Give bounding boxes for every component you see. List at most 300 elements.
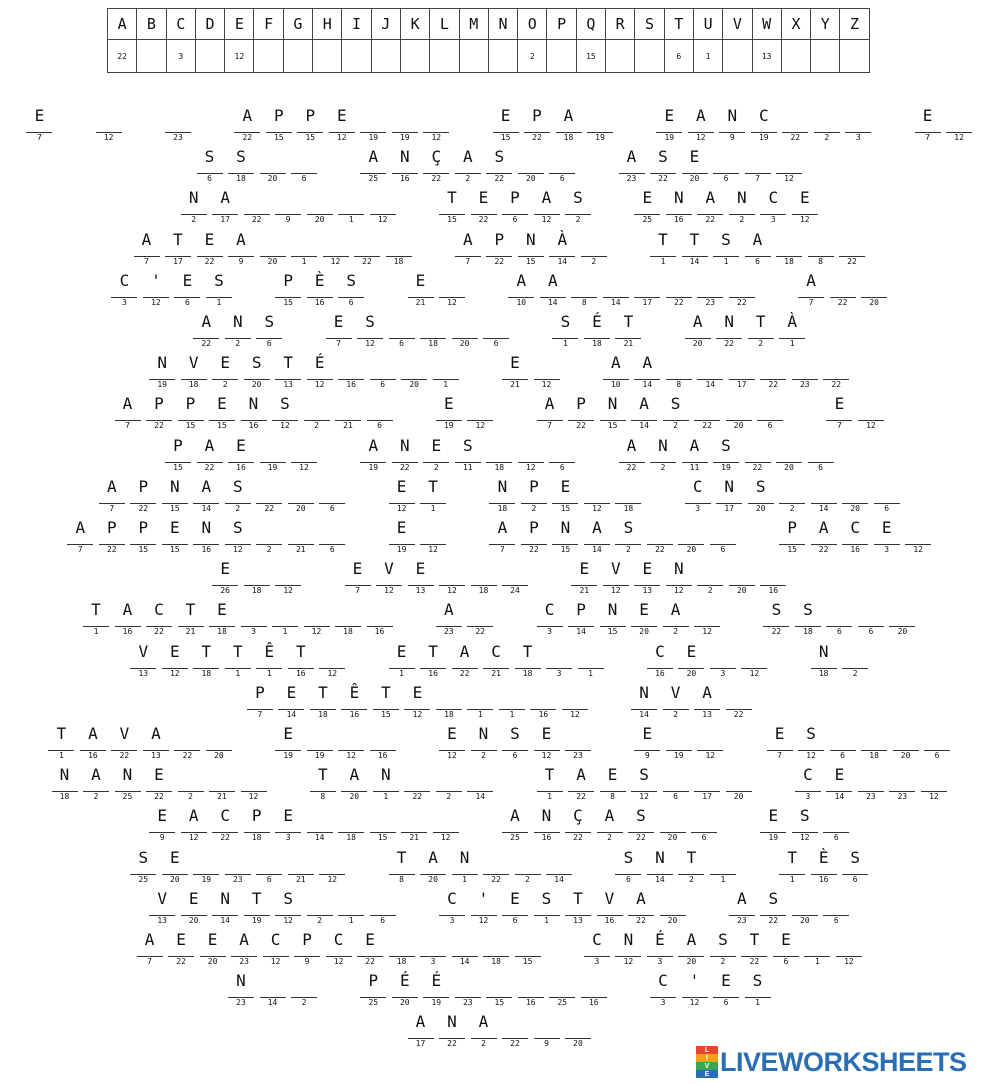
cipher-blank[interactable] <box>676 849 706 889</box>
cipher-blank[interactable] <box>418 313 448 353</box>
cipher-blank[interactable] <box>582 931 612 971</box>
cipher-blank[interactable] <box>431 354 461 394</box>
cipher-blank[interactable] <box>453 148 483 188</box>
cipher-blank[interactable] <box>305 272 335 312</box>
cipher-blank[interactable] <box>595 807 625 847</box>
cipher-blank[interactable] <box>727 272 757 312</box>
cipher-blank[interactable] <box>777 478 807 518</box>
cipher-blank[interactable] <box>258 437 288 477</box>
cipher-blank[interactable] <box>891 725 921 765</box>
cipher-blank[interactable] <box>497 684 527 724</box>
cipher-blank[interactable] <box>617 437 647 477</box>
cipher-blank[interactable] <box>254 519 284 559</box>
cipher-blank[interactable] <box>743 231 773 271</box>
cipher-blank[interactable] <box>434 601 464 641</box>
cipher-blank[interactable] <box>469 189 499 229</box>
cipher-blank[interactable] <box>802 931 832 971</box>
cipher-blank[interactable] <box>683 478 713 518</box>
cipher-blank[interactable] <box>226 231 256 271</box>
cipher-blank[interactable] <box>210 354 240 394</box>
cipher-blank[interactable] <box>450 313 480 353</box>
cipher-blank[interactable] <box>598 766 628 806</box>
cipher-blank[interactable] <box>239 601 269 641</box>
cipher-blank[interactable] <box>790 807 820 847</box>
cipher-blank[interactable] <box>550 313 580 353</box>
cipher-blank[interactable] <box>358 107 388 147</box>
cipher-blank[interactable] <box>758 560 788 600</box>
cipher-blank[interactable] <box>516 437 546 477</box>
cipher-blank[interactable] <box>790 354 820 394</box>
cipher-blank[interactable] <box>680 437 710 477</box>
cipher-blank[interactable] <box>922 725 952 765</box>
cipher-blank[interactable] <box>749 107 779 147</box>
cipher-blank[interactable] <box>308 684 338 724</box>
cipher-blank[interactable] <box>147 807 177 847</box>
cipher-blank[interactable] <box>535 601 565 641</box>
cipher-blank[interactable] <box>645 849 675 889</box>
cipher-blank[interactable] <box>289 437 319 477</box>
cipher-blank[interactable] <box>453 972 483 1012</box>
cipher-blank[interactable] <box>207 601 237 641</box>
cipher-blank[interactable] <box>135 931 165 971</box>
cipher-blank[interactable] <box>809 643 839 683</box>
cipher-blank[interactable] <box>374 560 404 600</box>
cipher-blank[interactable] <box>402 684 432 724</box>
cipher-blank[interactable] <box>179 890 209 930</box>
cipher-blank[interactable] <box>317 478 347 518</box>
cipher-blank[interactable] <box>632 189 662 229</box>
cipher-blank[interactable] <box>97 519 127 559</box>
cipher-blank[interactable] <box>856 766 886 806</box>
cipher-blank[interactable] <box>821 354 851 394</box>
cipher-blank[interactable] <box>645 931 675 971</box>
cipher-blank[interactable] <box>487 519 517 559</box>
cipher-blank[interactable] <box>286 519 316 559</box>
cipher-blank[interactable] <box>273 354 303 394</box>
cipher-blank[interactable] <box>210 560 240 600</box>
cipher-blank[interactable] <box>532 1013 562 1053</box>
cipher-blank[interactable] <box>793 601 823 641</box>
cipher-blank[interactable] <box>160 519 190 559</box>
cipher-blank[interactable] <box>692 395 722 435</box>
cipher-blank[interactable] <box>368 725 398 765</box>
cipher-blank[interactable] <box>598 601 628 641</box>
cipher-blank[interactable] <box>695 272 725 312</box>
cipher-blank[interactable] <box>840 849 870 889</box>
cipher-blank[interactable] <box>563 1013 593 1053</box>
cipher-blank[interactable] <box>755 395 785 435</box>
cipher-blank[interactable] <box>582 313 612 353</box>
cipher-blank[interactable] <box>453 437 483 477</box>
cipher-blank[interactable] <box>437 1013 467 1053</box>
cipher-blank[interactable] <box>828 272 858 312</box>
cipher-blank[interactable] <box>132 231 162 271</box>
cipher-blank[interactable] <box>465 684 495 724</box>
cipher-blank[interactable] <box>566 766 596 806</box>
cipher-blank[interactable] <box>113 766 143 806</box>
cipher-blank[interactable] <box>632 272 662 312</box>
cipher-blank[interactable] <box>582 478 612 518</box>
cipher-blank[interactable] <box>179 807 209 847</box>
cipher-blank[interactable] <box>481 643 511 683</box>
cipher-blank[interactable] <box>195 148 225 188</box>
cipher-blank[interactable] <box>664 272 694 312</box>
cipher-blank[interactable] <box>840 643 870 683</box>
cipher-blank[interactable] <box>626 890 656 930</box>
cipher-blank[interactable] <box>658 807 688 847</box>
cipher-blank[interactable] <box>226 148 256 188</box>
cipher-blank[interactable] <box>913 107 943 147</box>
cipher-blank[interactable] <box>554 107 584 147</box>
cipher-blank[interactable] <box>613 478 643 518</box>
cipher-blank[interactable] <box>516 231 546 271</box>
cipher-blank[interactable] <box>324 313 354 353</box>
cipher-blank[interactable] <box>601 560 631 600</box>
cipher-blank[interactable] <box>78 725 108 765</box>
cipher-blank[interactable] <box>295 107 325 147</box>
cipher-blank[interactable] <box>777 519 807 559</box>
cipher-blank[interactable] <box>437 890 467 930</box>
cipher-blank[interactable] <box>390 972 420 1012</box>
cipher-blank[interactable] <box>465 395 495 435</box>
cipher-blank[interactable] <box>176 601 206 641</box>
cipher-blank[interactable] <box>837 231 867 271</box>
cipher-blank[interactable] <box>453 231 483 271</box>
cipher-blank[interactable] <box>144 395 174 435</box>
cipher-blank[interactable] <box>661 766 691 806</box>
cipher-blank[interactable] <box>147 354 177 394</box>
cipher-blank[interactable] <box>163 231 193 271</box>
cipher-blank[interactable] <box>191 849 221 889</box>
cipher-blank[interactable] <box>535 395 565 435</box>
cipher-blank[interactable] <box>365 601 395 641</box>
cipher-blank[interactable] <box>339 766 369 806</box>
cipher-blank[interactable] <box>560 684 590 724</box>
cipher-blank[interactable] <box>664 560 694 600</box>
cipher-blank[interactable] <box>717 107 747 147</box>
cipher-blank[interactable] <box>465 766 495 806</box>
cipher-blank[interactable] <box>242 890 272 930</box>
cipher-blank[interactable] <box>648 231 678 271</box>
cipher-blank[interactable] <box>481 313 511 353</box>
cipher-blank[interactable] <box>859 272 889 312</box>
cipher-blank[interactable] <box>708 643 738 683</box>
cipher-blank[interactable] <box>774 231 804 271</box>
cipher-blank[interactable] <box>761 601 791 641</box>
cipher-blank[interactable] <box>270 601 300 641</box>
cipher-blank[interactable] <box>368 807 398 847</box>
cipher-blank[interactable] <box>727 560 757 600</box>
cipher-blank[interactable] <box>465 601 495 641</box>
cipher-blank[interactable] <box>273 807 303 847</box>
cipher-blank[interactable] <box>195 437 225 477</box>
cipher-blank[interactable] <box>421 148 451 188</box>
cipher-blank[interactable] <box>336 807 366 847</box>
cipher-blank[interactable] <box>500 725 530 765</box>
cipher-blank[interactable] <box>418 643 448 683</box>
cipher-blank[interactable] <box>198 931 228 971</box>
cipher-blank[interactable] <box>223 313 253 353</box>
cipher-blank[interactable] <box>824 395 854 435</box>
cipher-blank[interactable] <box>308 766 338 806</box>
key-code-input[interactable]: 1 <box>693 40 722 73</box>
cipher-blank[interactable] <box>399 807 429 847</box>
cipher-blank[interactable] <box>232 107 262 147</box>
cipher-blank[interactable] <box>777 849 807 889</box>
cipher-blank[interactable] <box>368 890 398 930</box>
cipher-blank[interactable] <box>793 766 823 806</box>
cipher-blank[interactable] <box>569 272 599 312</box>
cipher-blank[interactable] <box>160 849 190 889</box>
cipher-blank[interactable] <box>758 354 788 394</box>
key-code-input[interactable]: 22 <box>108 40 137 73</box>
cipher-blank[interactable] <box>724 766 754 806</box>
key-code-input[interactable]: 12 <box>225 40 254 73</box>
cipher-blank[interactable] <box>944 107 974 147</box>
cipher-blank[interactable] <box>547 437 577 477</box>
cipher-blank[interactable] <box>834 931 864 971</box>
cipher-blank[interactable] <box>563 725 593 765</box>
cipher-blank[interactable] <box>270 395 300 435</box>
cipher-blank[interactable] <box>550 519 580 559</box>
cipher-blank[interactable] <box>384 231 414 271</box>
cipher-blank[interactable] <box>421 972 451 1012</box>
cipher-blank[interactable] <box>191 519 221 559</box>
cipher-blank[interactable] <box>327 107 357 147</box>
cipher-blank[interactable] <box>491 107 521 147</box>
cipher-blank[interactable] <box>824 766 854 806</box>
cipher-blank[interactable] <box>532 807 562 847</box>
cipher-blank[interactable] <box>724 684 754 724</box>
cipher-blank[interactable] <box>387 519 417 559</box>
cipher-blank[interactable] <box>273 890 303 930</box>
cipher-blank[interactable] <box>765 725 795 765</box>
cipher-blank[interactable] <box>434 684 464 724</box>
cipher-blank[interactable] <box>856 601 886 641</box>
cipher-blank[interactable] <box>538 272 568 312</box>
cipher-blank[interactable] <box>661 395 691 435</box>
cipher-blank[interactable] <box>758 807 788 847</box>
cipher-blank[interactable] <box>258 148 288 188</box>
cipher-blank[interactable] <box>368 189 398 229</box>
cipher-blank[interactable] <box>264 107 294 147</box>
cipher-blank[interactable] <box>758 890 788 930</box>
cipher-blank[interactable] <box>774 437 804 477</box>
cipher-blank[interactable] <box>484 972 514 1012</box>
cipher-blank[interactable] <box>513 931 543 971</box>
cipher-blank[interactable] <box>566 395 596 435</box>
cipher-blank[interactable] <box>223 643 253 683</box>
cipher-blank[interactable] <box>601 272 631 312</box>
cipher-blank[interactable] <box>516 972 546 1012</box>
cipher-blank[interactable] <box>437 272 467 312</box>
cipher-blank[interactable] <box>191 643 221 683</box>
cipher-blank[interactable] <box>563 189 593 229</box>
cipher-blank[interactable] <box>484 437 514 477</box>
cipher-blank[interactable] <box>727 354 757 394</box>
cipher-blank[interactable] <box>828 725 858 765</box>
cipher-blank[interactable] <box>302 601 332 641</box>
cipher-blank[interactable] <box>390 437 420 477</box>
cipher-blank[interactable] <box>676 519 706 559</box>
cipher-blank[interactable] <box>843 107 873 147</box>
cipher-blank[interactable] <box>365 395 395 435</box>
cipher-blank[interactable] <box>601 354 631 394</box>
cipher-blank[interactable] <box>418 519 448 559</box>
cipher-blank[interactable] <box>579 231 609 271</box>
cipher-blank[interactable] <box>204 272 234 312</box>
cipher-blank[interactable] <box>406 1013 436 1053</box>
cipher-blank[interactable] <box>336 272 366 312</box>
cipher-blank[interactable] <box>903 519 933 559</box>
cipher-blank[interactable] <box>128 478 158 518</box>
cipher-blank[interactable] <box>226 972 256 1012</box>
cipher-blank[interactable] <box>302 395 332 435</box>
cipher-blank[interactable] <box>500 560 530 600</box>
cipher-blank[interactable] <box>692 684 722 724</box>
cipher-blank[interactable] <box>292 931 322 971</box>
cipher-blank[interactable] <box>421 437 451 477</box>
cipher-blank[interactable] <box>535 766 565 806</box>
cipher-blank[interactable] <box>387 931 417 971</box>
cipher-blank[interactable] <box>680 231 710 271</box>
key-code-input[interactable]: 15 <box>576 40 605 73</box>
cipher-blank[interactable] <box>824 601 854 641</box>
cipher-blank[interactable] <box>450 931 480 971</box>
cipher-blank[interactable] <box>210 189 240 229</box>
cipher-blank[interactable] <box>387 478 417 518</box>
cipher-blank[interactable] <box>711 437 741 477</box>
cipher-blank[interactable] <box>686 107 716 147</box>
cipher-blank[interactable] <box>626 807 656 847</box>
cipher-blank[interactable] <box>711 148 741 188</box>
cipher-blank[interactable] <box>333 601 363 641</box>
cipher-blank[interactable] <box>790 189 820 229</box>
cipher-blank[interactable] <box>777 313 807 353</box>
cipher-blank[interactable] <box>840 519 870 559</box>
cipher-blank[interactable] <box>336 189 366 229</box>
cipher-blank[interactable] <box>632 354 662 394</box>
cipher-blank[interactable] <box>585 107 615 147</box>
cipher-blank[interactable] <box>711 231 741 271</box>
cipher-blank[interactable] <box>516 148 546 188</box>
cipher-blank[interactable] <box>147 890 177 930</box>
cipher-blank[interactable] <box>289 972 319 1012</box>
cipher-blank[interactable] <box>450 643 480 683</box>
cipher-blank[interactable] <box>437 725 467 765</box>
cipher-blank[interactable] <box>289 231 319 271</box>
cipher-blank[interactable] <box>368 354 398 394</box>
cipher-blank[interactable] <box>305 354 335 394</box>
cipher-blank[interactable] <box>579 972 609 1012</box>
cipher-blank[interactable] <box>387 849 417 889</box>
cipher-blank[interactable] <box>743 972 773 1012</box>
cipher-blank[interactable] <box>242 807 272 847</box>
cipher-blank[interactable] <box>469 890 499 930</box>
cipher-blank[interactable] <box>242 354 272 394</box>
cipher-blank[interactable] <box>223 478 253 518</box>
cipher-blank[interactable] <box>727 189 757 229</box>
cipher-blank[interactable] <box>195 231 225 271</box>
cipher-blank[interactable] <box>648 437 678 477</box>
cipher-blank[interactable] <box>321 231 351 271</box>
cipher-blank[interactable] <box>746 478 776 518</box>
cipher-blank[interactable] <box>166 931 196 971</box>
cipher-blank[interactable] <box>481 849 511 889</box>
cipher-blank[interactable] <box>191 478 221 518</box>
cipher-blank[interactable] <box>239 766 269 806</box>
cipher-blank[interactable] <box>629 684 659 724</box>
cipher-blank[interactable] <box>109 725 139 765</box>
cipher-blank[interactable] <box>276 684 306 724</box>
cipher-blank[interactable] <box>500 807 530 847</box>
cipher-blank[interactable] <box>806 231 836 271</box>
cipher-blank[interactable] <box>352 231 382 271</box>
cipher-blank[interactable] <box>566 601 596 641</box>
cipher-blank[interactable] <box>563 890 593 930</box>
cipher-blank[interactable] <box>434 395 464 435</box>
cipher-blank[interactable] <box>547 231 577 271</box>
cipher-blank[interactable] <box>402 766 432 806</box>
cipher-blank[interactable] <box>437 189 467 229</box>
cipher-blank[interactable] <box>613 313 643 353</box>
cipher-blank[interactable] <box>358 148 388 188</box>
cipher-blank[interactable] <box>343 560 373 600</box>
cipher-blank[interactable] <box>695 725 725 765</box>
cipher-blank[interactable] <box>242 560 272 600</box>
cipher-blank[interactable] <box>522 107 552 147</box>
cipher-blank[interactable] <box>806 437 836 477</box>
cipher-blank[interactable] <box>406 272 436 312</box>
cipher-blank[interactable] <box>613 849 643 889</box>
key-code-input[interactable]: 2 <box>518 40 547 73</box>
cipher-blank[interactable] <box>469 1013 499 1053</box>
cipher-blank[interactable] <box>286 643 316 683</box>
cipher-blank[interactable] <box>680 972 710 1012</box>
cipher-blank[interactable] <box>809 519 839 559</box>
cipher-blank[interactable] <box>336 890 366 930</box>
cipher-blank[interactable] <box>333 395 363 435</box>
cipher-blank[interactable] <box>645 519 675 559</box>
key-code-input[interactable]: 13 <box>752 40 781 73</box>
cipher-blank[interactable] <box>714 478 744 518</box>
cipher-blank[interactable] <box>519 478 549 518</box>
cipher-blank[interactable] <box>258 972 288 1012</box>
cipher-blank[interactable] <box>406 560 436 600</box>
cipher-blank[interactable] <box>113 601 143 641</box>
cipher-blank[interactable] <box>645 643 675 683</box>
cipher-blank[interactable] <box>661 684 691 724</box>
cipher-blank[interactable] <box>387 313 417 353</box>
cipher-blank[interactable] <box>81 601 111 641</box>
cipher-blank[interactable] <box>179 354 209 394</box>
cipher-blank[interactable] <box>629 395 659 435</box>
cipher-blank[interactable] <box>113 395 143 435</box>
cipher-blank[interactable] <box>418 849 448 889</box>
cipher-blank[interactable] <box>859 725 889 765</box>
cipher-blank[interactable] <box>484 148 514 188</box>
cipher-blank[interactable] <box>771 931 801 971</box>
cipher-blank[interactable] <box>714 313 744 353</box>
cipher-blank[interactable] <box>128 849 158 889</box>
cipher-blank[interactable] <box>550 478 580 518</box>
cipher-blank[interactable] <box>648 148 678 188</box>
cipher-blank[interactable] <box>172 725 202 765</box>
cipher-blank[interactable] <box>242 189 272 229</box>
cipher-blank[interactable] <box>648 972 678 1012</box>
cipher-blank[interactable] <box>613 931 643 971</box>
cipher-blank[interactable] <box>355 931 385 971</box>
